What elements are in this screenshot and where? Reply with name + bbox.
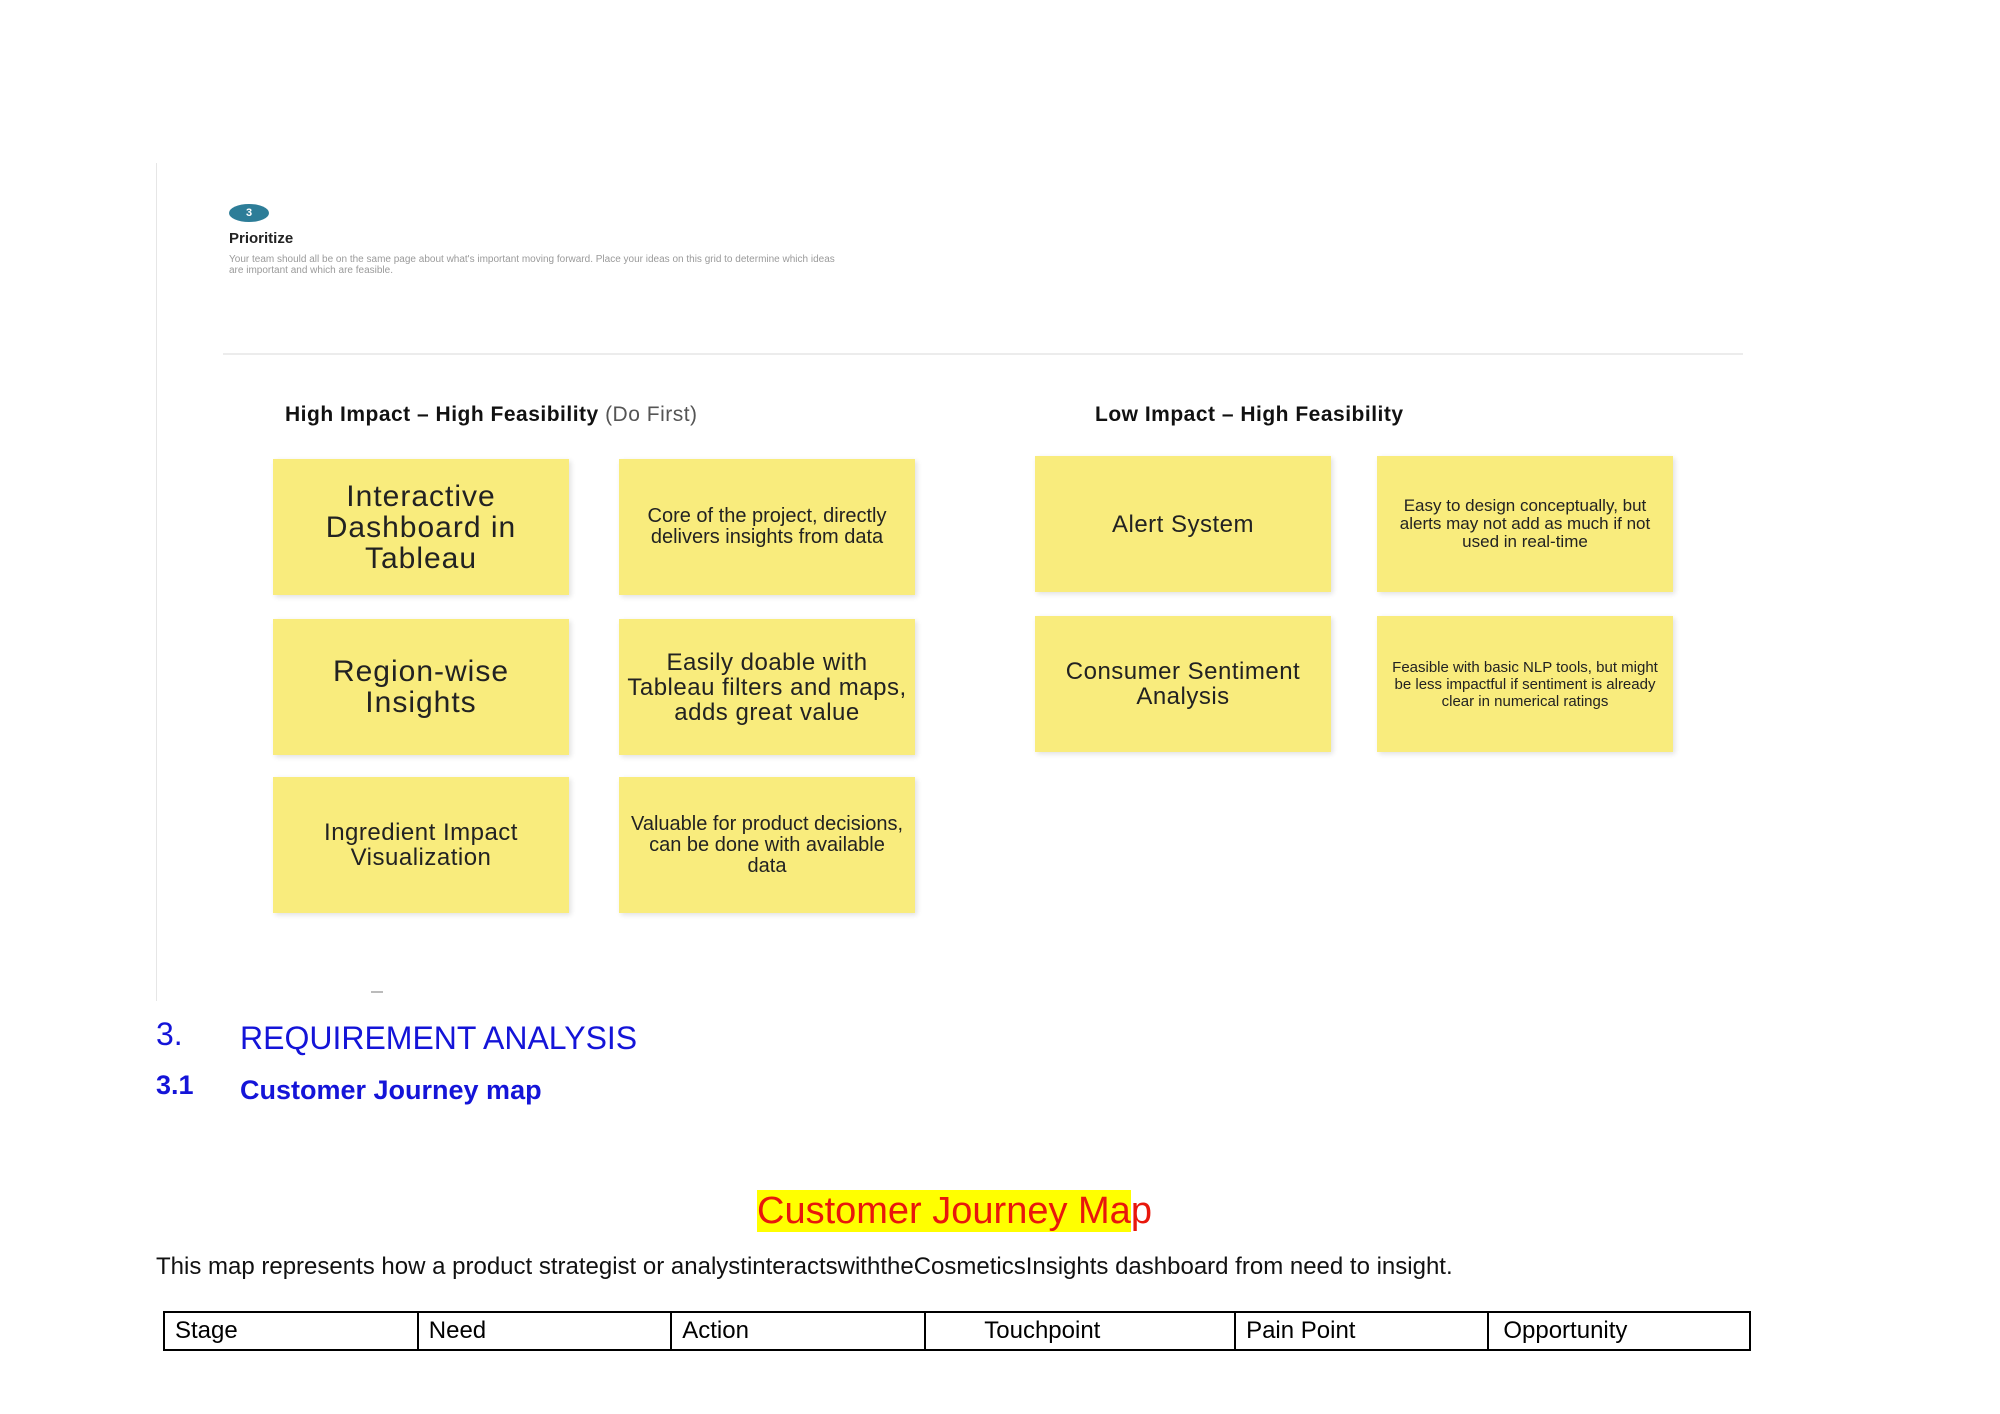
prioritize-image (156, 163, 1757, 1001)
step-badge: 3 (229, 204, 269, 222)
sticky-text: Region-wise Insights (332, 655, 510, 719)
sticky-note-comment (1377, 616, 1673, 752)
header-cell-action: Action (671, 1312, 925, 1350)
decorative-dash (371, 991, 383, 993)
table-header-row (164, 1312, 1750, 1350)
section-number: 3. (156, 1016, 183, 1052)
title-text-rest: p (1130, 1190, 1152, 1232)
sticky-note-comment (619, 459, 915, 595)
sticky-text: Feasible with basic NLP tools, but might be less impactful if sentiment is already clear in numerical ratings (1392, 658, 1658, 710)
highlighted-title-text: Customer Journey Ma (757, 1190, 1131, 1232)
sticky-note-idea (273, 777, 569, 913)
sticky-note-idea (1035, 456, 1331, 592)
section-heading: REQUIREMENT ANALYSIS (240, 1020, 638, 1056)
subsection-number: 3.1 (156, 1070, 194, 1100)
sticky-note-idea (273, 619, 569, 755)
sticky-text: Alert System (1111, 510, 1255, 538)
sticky-text: Consumer Sentiment Analysis (1065, 658, 1301, 710)
quadrant-title-text: Low Impact – High Feasibility (1095, 403, 1404, 426)
subsection-heading: Customer Journey map (240, 1075, 542, 1105)
quadrant-title-low-impact (1095, 403, 1404, 427)
sticky-note-idea (273, 459, 569, 595)
quadrant-subtitle: (Do First) (605, 403, 698, 426)
sticky-text: Interactive Dashboard in Tableau (325, 479, 517, 575)
quadrant-title-text: High Impact – High Feasibility (285, 403, 599, 426)
journey-table (163, 1311, 1751, 1351)
header-cell-touchpoint: Touchpoint (925, 1312, 1235, 1350)
sticky-text: Easy to design conceptually, but alerts may not add as much if not used in real-time (1399, 496, 1651, 551)
sticky-text: Core of the project, directly delivers insights from data (647, 505, 887, 548)
header-cell-stage: Stage (164, 1312, 418, 1350)
sticky-note-idea (1035, 616, 1331, 752)
sticky-text: Valuable for product decisions, can be done with available data (630, 812, 903, 877)
divider (223, 353, 1743, 355)
header-cell-need: Need (418, 1312, 671, 1350)
header-cell-opportunity: Opportunity (1488, 1312, 1750, 1350)
quadrant-title-high-impact (285, 403, 698, 427)
prioritize-title: Prioritize (229, 230, 294, 247)
prioritize-description: Your team should all be on the same page about what's important moving forward. Place your ideas on this grid to determine which ideas are important and which are feasible. (229, 254, 835, 276)
sticky-text: Ingredient Impact Visualization (324, 819, 518, 871)
journey-map-title (757, 1190, 1152, 1233)
header-cell-pain-point: Pain Point (1235, 1312, 1488, 1350)
sticky-note-comment (619, 619, 915, 755)
sticky-note-comment (1377, 456, 1673, 592)
sticky-note-comment (619, 777, 915, 913)
intro-paragraph: This map represents how a product strategist or analystinteractswiththeCosmeticsInsights dashboard from need to insight. (156, 1253, 1453, 1280)
sticky-text: Easily doable with Tableau filters and maps, adds great value (627, 648, 907, 726)
